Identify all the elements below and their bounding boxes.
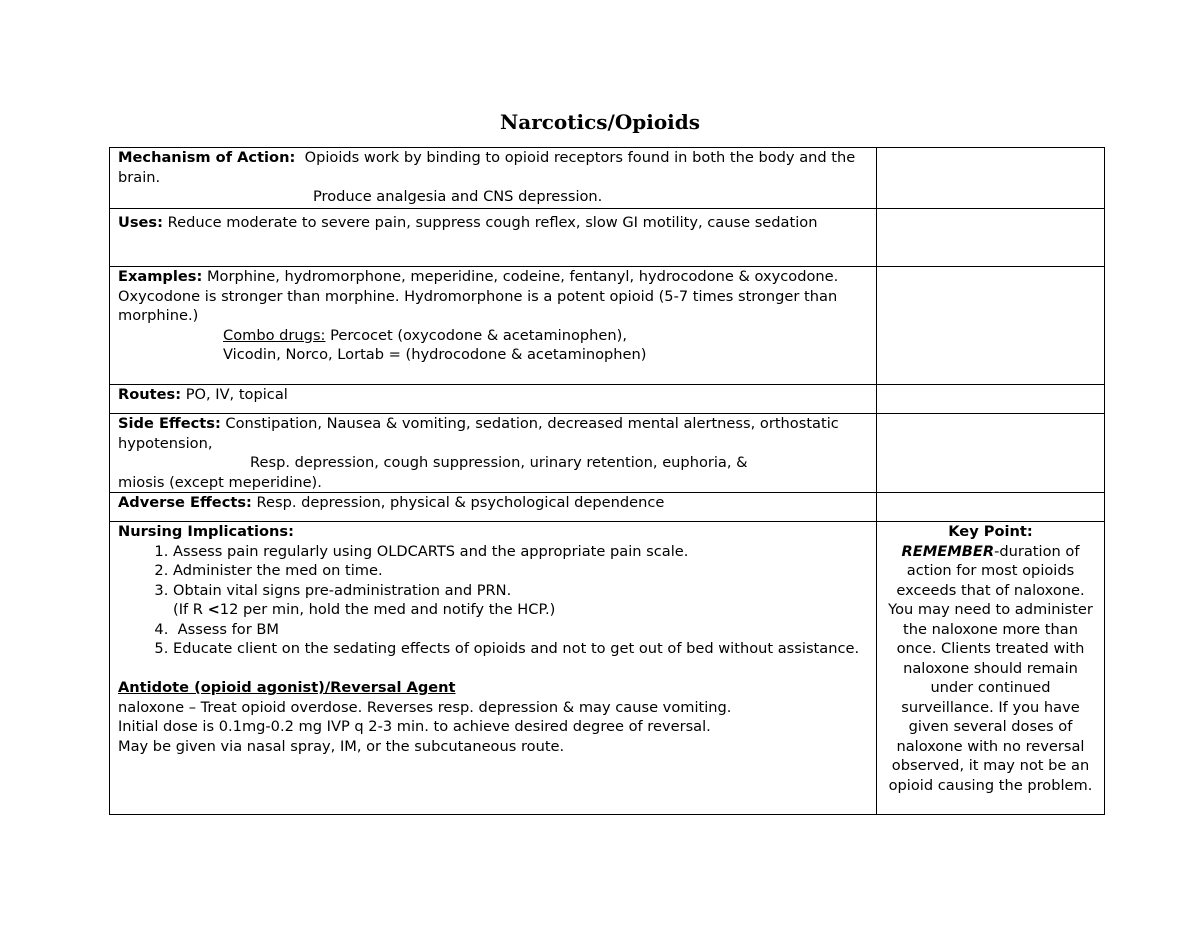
key-point-label: Key Point: (948, 523, 1033, 540)
row-mechanism (110, 148, 1105, 209)
key-point-cell (877, 522, 1105, 815)
examples-cell (110, 267, 877, 385)
combo-line-2: Vicodin, Norco, Lortab = (hydrocodone & acetaminophen) (223, 346, 647, 363)
side-effects-text3: miosis (except meperidine). (118, 473, 322, 491)
routes-cell (110, 385, 877, 414)
key-point-emphasis: REMEMBER (901, 542, 995, 560)
row-routes (110, 385, 1105, 414)
nursing-item-3 (173, 581, 868, 620)
note-part-c: 12 per min, hold the med and notify the HCP.) (219, 601, 556, 618)
examples-text: Morphine, hydromorphone, meperidine, codeine, fentanyl, hydrocodone & oxycodone. (206, 268, 839, 285)
row-nursing (110, 522, 1105, 815)
mechanism-text2: Produce analgesia and CNS depression. (313, 188, 603, 205)
mechanism-label: Mechanism of Action: (118, 149, 296, 166)
routes-label: Routes: (118, 386, 182, 403)
page-title: Narcotics/Opioids (499, 110, 701, 134)
combo-label: Combo drugs: (223, 326, 326, 344)
nursing-list (118, 542, 868, 659)
notes-cell-adverse (877, 493, 1105, 522)
adverse-effects-text: Resp. depression, physical & psychological dependence (256, 494, 665, 511)
antidote-line-3: May be given via nasal spray, IM, or the subcutaneous route. (118, 737, 565, 755)
nursing-item-3-note (173, 600, 868, 620)
examples-label: Examples: (118, 268, 203, 285)
drug-info-table (109, 147, 1105, 815)
note-part-b: < (207, 601, 220, 618)
combo-line-1 (118, 326, 868, 346)
nursing-item-2: 2. Administer the med on time. (173, 561, 868, 581)
antidote-line-1: naloxone – Treat opioid overdose. Reverses resp. depression & may cause vomiting. (118, 698, 732, 716)
antidote-line-2: Initial dose is 0.1mg-0.2 mg IVP q 2-3 min. to achieve desired degree of reversal. (118, 718, 711, 735)
uses-cell (110, 209, 877, 267)
mechanism-cell (110, 148, 877, 209)
examples-text2: Oxycodone is stronger than morphine. Hydromorphone is a potent opioid (5-7 times stronger than morphine.) (118, 287, 838, 324)
nursing-item-4 (173, 620, 868, 640)
notes-cell-examples (877, 267, 1105, 385)
row-examples (110, 267, 1105, 385)
notes-cell-uses (877, 209, 1105, 267)
mechanism-text: Opioids work by binding to opioid receptors found in both the body and the brain. (118, 149, 856, 186)
uses-label: Uses: (118, 214, 163, 231)
key-point-body (883, 542, 1098, 796)
routes-text: PO, IV, topical (185, 386, 288, 403)
side-effects-label: Side Effects: (118, 415, 221, 432)
notes-cell-routes (877, 385, 1105, 414)
row-side-effects (110, 414, 1105, 493)
combo-text-1: Percocet (oxycodone & acetaminophen), (330, 326, 627, 344)
row-adverse-effects (110, 493, 1105, 522)
nursing-item-1: 1. Assess pain regularly using OLDCARTS and the appropriate pain scale. (173, 542, 868, 562)
antidote-heading: Antidote (opioid agonist)/Reversal Agent (118, 679, 456, 696)
nursing-item-3-text: Obtain vital signs pre-administration and PRN. (173, 581, 512, 599)
key-point-text: -duration of action for most opioids exceeds that of naloxone. You may need to administer the naloxone more than once. Clients treated with naloxone should remain under continued surveillance. If you have given several doses of naloxone with no reversal observed, it may not be an opioid causing the problem. (888, 542, 1093, 794)
nursing-item-4-text: Assess for BM (177, 620, 279, 638)
note-part-a: (If R (173, 601, 208, 618)
spacer (118, 659, 868, 679)
side-effects-text: Constipation, Nausea & vomiting, sedation, decreased mental alertness, orthostatic hypotension, (118, 415, 839, 452)
adverse-effects-cell (110, 493, 877, 522)
side-effects-text2: Resp. depression, cough suppression, urinary retention, euphoria, & (250, 454, 748, 471)
adverse-effects-label: Adverse Effects: (118, 494, 252, 511)
notes-cell-mechanism (877, 148, 1105, 209)
notes-cell-side-effects (877, 414, 1105, 493)
nursing-label: Nursing Implications: (118, 523, 294, 540)
row-uses (110, 209, 1105, 267)
nursing-item-5: 5. Educate client on the sedating effects of opioids and not to get out of bed without assistance. (173, 639, 868, 659)
side-effects-cell (110, 414, 877, 493)
nursing-cell (110, 522, 877, 815)
uses-text: Reduce moderate to severe pain, suppress cough reflex, slow GI motility, cause sedation (167, 214, 818, 231)
